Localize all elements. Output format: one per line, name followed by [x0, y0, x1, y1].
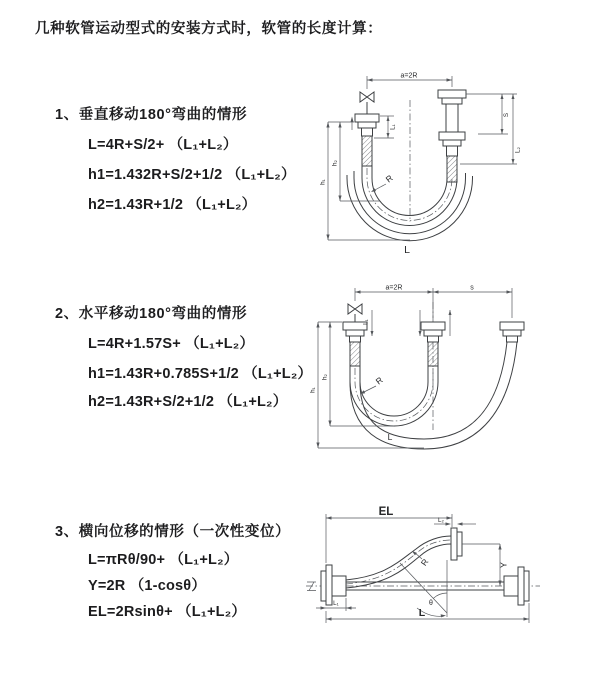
section-3-formula-Y: Y=2R （1-cosθ）	[88, 578, 207, 594]
section-3-formula-EL: EL=2Rsinθ+ （L₁+L₂）	[88, 604, 247, 620]
dim-label-h1: h₁	[309, 387, 317, 393]
dim-a-2R	[367, 73, 452, 90]
dim-label-R: R	[418, 556, 431, 568]
dim-Y	[462, 544, 509, 586]
dim-label-L: L	[404, 244, 410, 256]
hose-displaced-position	[346, 536, 451, 588]
dim-s	[433, 285, 512, 294]
right-flange-displaced	[451, 528, 462, 560]
section-2-formula-h2: h2=1.43R+S/2+1/2 （L₁+L₂）	[88, 394, 288, 410]
dim-label-Y: Y	[498, 562, 509, 568]
moving-pipe-end	[438, 90, 466, 182]
fixed-pipe-end	[343, 322, 367, 366]
section-1-formula-h1: h1=1.432R+S/2+1/2 （L₁+L₂）	[88, 167, 296, 183]
dim-label-L2: L₂	[438, 517, 444, 524]
movement-arrow	[351, 117, 354, 131]
braided-hose-section	[428, 342, 438, 366]
diagram-vertical-180-bend	[318, 70, 596, 262]
dim-a-2R	[355, 285, 512, 319]
dim-label-R: R	[373, 374, 385, 387]
braided-hose-section	[350, 342, 360, 366]
dim-label-L: L	[418, 607, 426, 619]
page-title: 几种软管运动型式的安装方式时，软管的长度计算：	[35, 21, 383, 37]
section-2-heading: 2、水平移动180°弯曲的情形	[55, 306, 248, 322]
dim-label-h2: h₂	[331, 160, 339, 166]
dim-label-a: a=2R	[385, 284, 403, 292]
braided-hose-section	[447, 156, 457, 182]
diagram-lateral-displacement	[300, 505, 598, 657]
dim-h1	[310, 322, 425, 448]
dim-label-L2: L₂	[514, 147, 522, 153]
moving-pipe-end-position1	[421, 322, 445, 366]
dim-label-s: s	[470, 284, 474, 292]
dim-label-L1: L₁	[362, 319, 370, 325]
dim-label-L1: L₁	[389, 124, 397, 130]
right-flange-original	[504, 567, 529, 605]
dim-label-L1: L₁	[333, 600, 339, 607]
valve-icon	[348, 304, 362, 322]
left-flange	[321, 565, 346, 605]
moving-pipe-end-position2	[500, 322, 524, 342]
dim-L	[326, 603, 529, 623]
dim-label-L: L	[387, 432, 393, 442]
dim-label-S: S	[503, 112, 510, 118]
dim-label-h2: h₂	[321, 374, 329, 380]
radius-leader	[412, 551, 430, 568]
dim-L2	[512, 94, 522, 164]
fixed-pipe-end	[355, 114, 379, 166]
valve-icon	[360, 92, 374, 114]
section-3-formula-L: L=πRθ/90+ （L₁+L₂）	[88, 552, 239, 568]
dim-label-R: R	[383, 172, 395, 185]
section-2-formula-h1: h1=1.43R+0.785S+1/2 （L₁+L₂）	[88, 366, 313, 382]
section-1-heading: 1、垂直移动180°弯曲的情形	[55, 107, 248, 123]
dim-label-h1: h₁	[319, 179, 327, 185]
dim-label-EL: EL	[378, 506, 394, 518]
radius-leader	[371, 173, 395, 192]
section-1-formula-h2: h2=1.43R+1/2 （L₁+L₂）	[88, 197, 257, 213]
braided-hose-section	[362, 136, 372, 166]
dim-label-theta: θ	[429, 600, 433, 607]
diagram-horizontal-180-bend	[310, 282, 598, 474]
section-1-formula-L: L=4R+S/2+ （L₁+L₂）	[88, 137, 238, 153]
dim-S	[460, 94, 517, 164]
section-3-heading: 3、横向位移的情形（一次性变位）	[55, 524, 291, 540]
section-2-formula-L: L=4R+1.57S+ （L₁+L₂）	[88, 336, 255, 352]
dim-EL	[326, 506, 452, 563]
radius-leader	[360, 375, 385, 394]
dim-label-a: a=2R	[400, 72, 418, 80]
dim-L2	[434, 517, 476, 526]
hose-u-bend-position1	[350, 366, 438, 426]
